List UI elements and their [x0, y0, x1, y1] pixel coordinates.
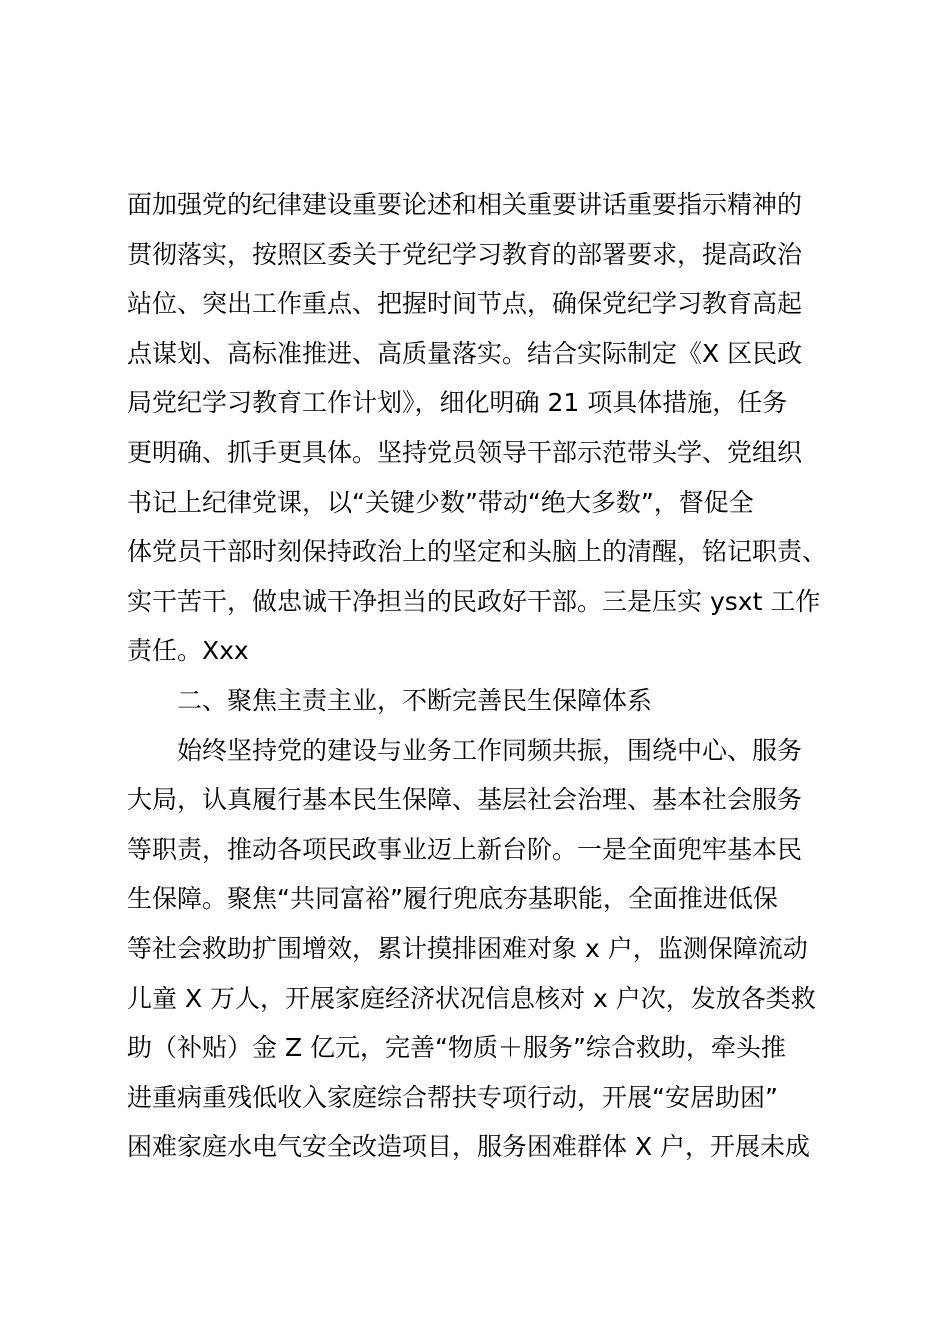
paragraph-line: 大局，认真履行基本民生保障、基层社会治理、基本社会服务	[127, 785, 803, 815]
paragraph-line: 体党员干部时刻保持政治上的坚定和头脑上的清醒，铭记职责、	[127, 537, 828, 567]
paragraph-line: 儿童 X 万人，开展家庭经济状况信息核对 x 户次，发放各类救	[127, 983, 816, 1013]
paragraph-line: 面加强党的纪律建设重要论述和相关重要讲话重要指示精神的	[127, 190, 803, 219]
paragraph-line: 始终坚持党的建设与业务工作同频共振，围绕中心、服务	[177, 735, 803, 765]
paragraph-line: 贯彻落实，按照区委关于党纪学习教育的部署要求，提高政治	[127, 239, 803, 269]
paragraph-line: 困难家庭水电气安全改造项目，服务困难群体 X 户，开展未成	[127, 1132, 811, 1162]
section-heading: 二、聚焦主责主业，不断完善民生保障体系	[177, 685, 653, 715]
paragraph-line: 更明确、抓手更具体。坚持党员领导干部示范带头学、党组织	[127, 437, 803, 467]
document-body	[127, 180, 847, 1172]
paragraph-line: 实干苦干，做忠诚干净担当的民政好干部。三是压实 ysxt 工作	[127, 586, 821, 616]
paragraph-line: 点谋划、高标准推进、高质量落实。结合实际制定《X 区民政	[127, 338, 803, 368]
paragraph-line: 助（补贴）金 Z 亿元，完善“物质＋服务”综合救助，牵头推	[127, 1033, 786, 1063]
paragraph-line: 局党纪学习教育工作计划》，细化明确 21 项具体措施，任务	[127, 388, 788, 418]
paragraph-line: 站位、突出工作重点、把握时间节点，确保党纪学习教育高起	[127, 289, 803, 319]
paragraph-line: 责任。Xxx	[127, 636, 249, 666]
paragraph-line: 生保障。聚焦“共同富裕”履行兜底夯基职能，全面推进低保	[127, 884, 778, 914]
paragraph-line: 进重病重残低收入家庭综合帮扶专项行动，开展“安居助困”	[127, 1082, 778, 1112]
paragraph-line: 等职责，推动各项民政事业迈上新台阶。一是全面兜牢基本民	[127, 834, 803, 864]
paragraph-line: 等社会救助扩围增效，累计摸排困难对象 x 户，监测保障流动	[127, 933, 808, 963]
paragraph-line: 书记上纪律党课，以“关键少数”带动“绝大多数”，督促全	[127, 487, 754, 517]
